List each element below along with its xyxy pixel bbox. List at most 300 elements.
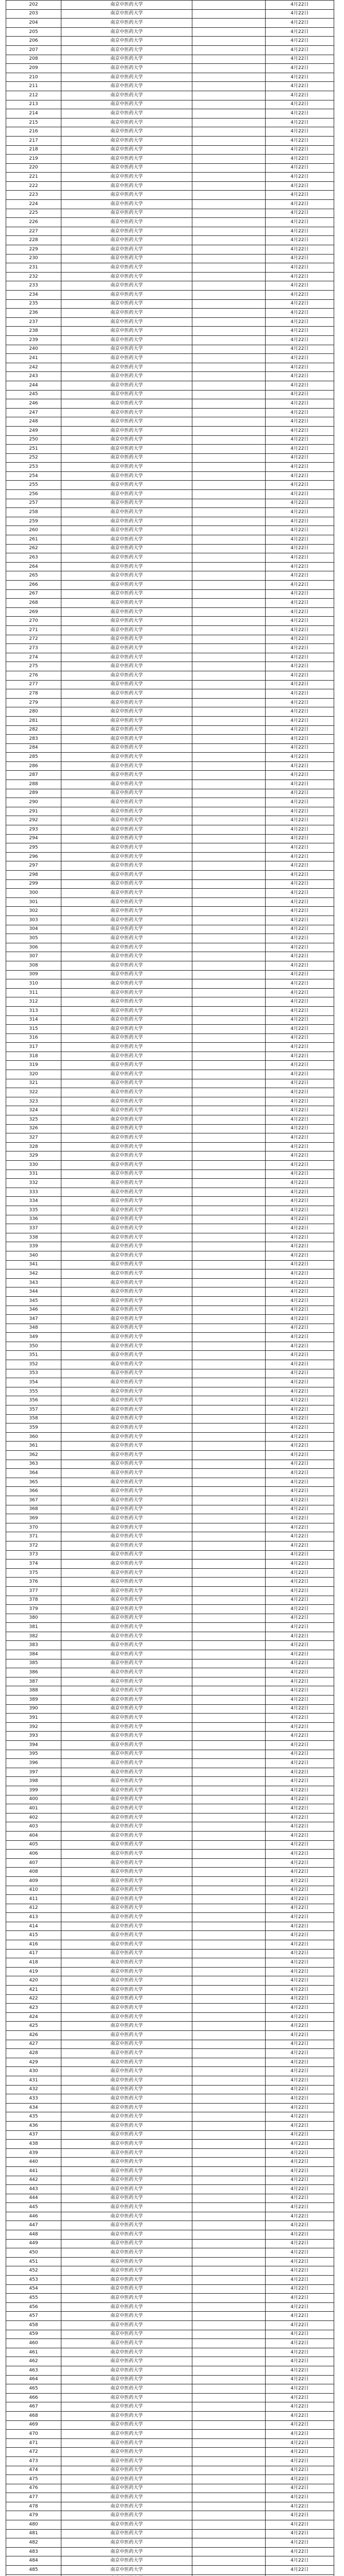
date-cell: 4月22日 [266,861,334,871]
table-row [6,2040,334,2049]
table-row [6,2086,334,2095]
unit-cell: 南京中医药大学 [61,1215,192,1225]
row-number-cell: 393 [6,1732,61,1741]
date-cell: 4月22日 [266,1714,334,1723]
unit-cell: 南京中医药大学 [61,2122,192,2131]
date-cell: 4月22日 [266,1070,334,1079]
row-number-cell: 254 [6,472,61,481]
date-cell: 4月22日 [266,653,334,663]
name-cell [192,2366,266,2376]
date-cell: 4月22日 [266,2013,334,2022]
table-row [6,707,334,717]
name-cell [192,255,266,264]
unit-cell: 南京中医药大学 [61,1269,192,1279]
table-row [6,1777,334,1786]
date-cell: 4月22日 [266,1623,334,1632]
unit-cell: 南京中医药大学 [61,1007,192,1016]
unit-cell: 南京中医药大学 [61,1287,192,1297]
name-cell [192,2104,266,2113]
unit-cell: 南京中医药大学 [61,2548,192,2557]
table-row [6,1,334,10]
date-cell: 4月22日 [266,436,334,445]
name-cell [192,943,266,953]
table-row [6,1723,334,1732]
date-cell: 4月22日 [266,2475,334,2484]
row-number-cell: 281 [6,717,61,726]
date-cell: 4月22日 [266,417,334,427]
unit-cell: 南京中医药大学 [61,164,192,173]
name-cell [192,2556,266,2566]
date-cell: 4月22日 [266,1686,334,1696]
table-row [6,952,334,961]
name-cell [192,1351,266,1360]
table-row [6,744,334,753]
table-row [6,989,334,998]
date-cell: 4月22日 [266,336,334,345]
date-cell: 4月22日 [266,1578,334,1587]
date-cell: 4月22日 [266,2376,334,2385]
unit-cell: 南京中医药大学 [61,1587,192,1596]
table-row [6,472,334,481]
name-cell [192,1342,266,1351]
name-cell [192,2493,266,2502]
date-cell: 4月22日 [266,563,334,572]
name-cell [192,563,266,572]
date-cell: 4月22日 [266,2366,334,2376]
unit-cell: 南京中医药大学 [61,19,192,28]
name-cell [192,2502,266,2512]
row-number-cell: 412 [6,1904,61,1913]
unit-cell: 南京中医药大学 [61,943,192,953]
name-cell [192,2457,266,2466]
row-number-cell: 421 [6,1986,61,1995]
unit-cell: 南京中医药大学 [61,409,192,418]
name-cell [192,934,266,943]
date-cell: 4月22日 [266,2076,334,2086]
name-cell [192,1551,266,1560]
name-cell [192,571,266,581]
row-number-cell: 458 [6,2321,61,2330]
unit-cell: 南京中医药大学 [61,1750,192,1759]
table-row [6,898,334,907]
table-row [6,1224,334,1233]
row-number-cell: 417 [6,1950,61,1959]
name-cell [192,1251,266,1261]
unit-cell: 南京中医药大学 [61,2112,192,2122]
row-number-cell: 438 [6,2140,61,2149]
unit-cell: 南京中医药大学 [61,662,192,671]
date-cell: 4月22日 [266,2384,334,2394]
table-row [6,825,334,835]
table-row [6,2511,334,2520]
table-row [6,2339,334,2348]
unit-cell: 南京中医药大学 [61,599,192,608]
row-number-cell: 390 [6,1705,61,1714]
name-cell [192,880,266,889]
date-cell: 4月22日 [266,807,334,817]
row-number-cell: 366 [6,1487,61,1496]
table-row [6,2448,334,2457]
row-number-cell: 264 [6,563,61,572]
unit-cell: 南京中医药大学 [61,617,192,626]
table-row [6,1686,334,1696]
table-row [6,64,334,73]
date-cell: 4月22日 [266,2421,334,2430]
date-cell: 4月22日 [266,100,334,110]
name-cell [192,2240,266,2249]
name-cell [192,1541,266,1551]
name-cell [192,789,266,799]
row-number-cell: 391 [6,1714,61,1723]
row-number-cell: 380 [6,1614,61,1623]
table-row [6,1251,334,1261]
name-cell [192,1433,266,1442]
name-cell [192,1868,266,1877]
table-row [6,1170,334,1179]
date-cell: 4月22日 [266,825,334,835]
unit-cell: 南京中医药大学 [61,2421,192,2430]
date-cell: 4月22日 [266,1822,334,1832]
date-cell: 4月22日 [266,173,334,182]
row-number-cell: 429 [6,2058,61,2067]
row-number-cell: 453 [6,2276,61,2285]
date-cell: 4月22日 [266,2176,334,2185]
date-cell: 4月22日 [266,1197,334,1206]
date-cell: 4月22日 [266,281,334,291]
row-number-cell: 402 [6,1814,61,1823]
date-cell: 4月22日 [266,1478,334,1487]
row-number-cell: 211 [6,82,61,91]
name-cell [192,164,266,173]
name-cell [192,100,266,110]
unit-cell: 南京中医药大学 [61,1279,192,1288]
unit-cell: 南京中医药大学 [61,2285,192,2294]
row-number-cell: 218 [6,146,61,155]
table-row [6,2502,334,2512]
date-cell: 4月22日 [266,1968,334,1977]
unit-cell: 南京中医药大学 [61,1387,192,1397]
row-number-cell: 396 [6,1759,61,1768]
row-number-cell: 204 [6,19,61,28]
name-cell [192,1133,266,1143]
table-row [6,735,334,744]
row-number-cell: 464 [6,2376,61,2385]
table-row [6,436,334,445]
name-cell [192,2112,266,2122]
row-number-cell: 424 [6,2013,61,2022]
row-number-cell: 334 [6,1197,61,1206]
table-row [6,1877,334,1886]
table-row [6,82,334,91]
unit-cell: 南京中医药大学 [61,64,192,73]
unit-cell: 南京中医药大学 [61,2212,192,2222]
row-number-cell: 271 [6,626,61,635]
row-number-cell: 481 [6,2530,61,2539]
name-cell [192,2285,266,2294]
row-number-cell: 389 [6,1696,61,1705]
unit-cell: 南京中医药大学 [61,1786,192,1795]
unit-cell: 南京中医药大学 [61,1188,192,1197]
row-number-cell: 448 [6,2230,61,2240]
row-number-cell: 268 [6,599,61,608]
date-cell: 4月22日 [266,889,334,898]
unit-cell: 南京中医药大学 [61,2412,192,2421]
row-number-cell: 260 [6,526,61,535]
row-number-cell: 467 [6,2402,61,2412]
date-cell: 4月22日 [266,1034,334,1043]
unit-cell: 南京中医药大学 [61,1659,192,1669]
date-cell: 4月22日 [266,19,334,28]
name-cell [192,1532,266,1541]
table-row [6,1795,334,1805]
unit-cell: 南京中医药大学 [61,182,192,191]
date-cell: 4月22日 [266,1705,334,1714]
row-number-cell: 326 [6,1125,61,1134]
table-row [6,2185,334,2194]
name-cell [192,2402,266,2412]
row-number-cell: 327 [6,1133,61,1143]
table-row [6,2067,334,2076]
date-cell: 4月22日 [266,218,334,227]
unit-cell: 南京中医药大学 [61,2330,192,2340]
row-number-cell: 293 [6,825,61,835]
table-row [6,517,334,527]
unit-cell: 南京中医药大学 [61,2194,192,2204]
name-cell [192,381,266,391]
unit-cell: 南京中医药大学 [61,1732,192,1741]
unit-cell: 南京中医药大学 [61,2566,192,2575]
date-cell: 4月22日 [266,979,334,989]
name-cell [192,2167,266,2176]
row-number-cell: 392 [6,1723,61,1732]
row-number-cell: 341 [6,1261,61,1270]
date-cell: 4月22日 [266,2511,334,2520]
name-cell [192,825,266,835]
name-cell [192,1287,266,1297]
row-number-cell: 398 [6,1777,61,1786]
unit-cell: 南京中医药大学 [61,1768,192,1777]
name-cell [192,1922,266,1931]
date-cell: 4月22日 [266,2122,334,2131]
table-row [6,263,334,273]
name-cell [192,1822,266,1832]
table-row [6,1641,334,1650]
name-cell [192,19,266,28]
unit-cell: 南京中医药大学 [61,391,192,400]
unit-cell: 南京中医药大学 [61,1143,192,1152]
date-cell: 4月22日 [266,1215,334,1225]
date-cell: 4月22日 [266,934,334,943]
date-cell: 4月22日 [266,2493,334,2502]
table-row [6,1750,334,1759]
row-number-cell: 210 [6,73,61,82]
table-row [6,10,334,19]
row-number-cell: 485 [6,2566,61,2575]
table-row [6,2439,334,2448]
table-row [6,2158,334,2167]
name-cell [192,1088,266,1097]
unit-cell: 南京中医药大学 [61,1958,192,1968]
date-cell: 4月22日 [266,571,334,581]
table-row [6,1659,334,1669]
row-number-cell: 269 [6,608,61,617]
row-number-cell: 420 [6,1976,61,1986]
name-cell [192,2484,266,2494]
name-cell [192,1405,266,1415]
date-cell: 4月22日 [266,191,334,200]
name-cell [192,1478,266,1487]
name-cell [192,1523,266,1533]
table-row [6,454,334,463]
date-cell: 4月22日 [266,1605,334,1614]
name-cell [192,309,266,318]
name-cell [192,744,266,753]
name-cell [192,1079,266,1089]
table-row [6,545,334,554]
row-number-cell: 446 [6,2212,61,2222]
unit-cell: 南京中医药大学 [61,91,192,100]
table-row [6,1859,334,1868]
date-cell: 4月22日 [266,1396,334,1405]
table-row [6,1605,334,1614]
date-cell: 4月22日 [266,1804,334,1814]
date-cell: 4月22日 [266,2348,334,2358]
unit-cell: 南京中医药大学 [61,925,192,935]
date-cell: 4月22日 [266,55,334,64]
unit-cell: 南京中医药大学 [61,2511,192,2520]
unit-cell: 南京中医药大学 [61,1868,192,1877]
table-row [6,1832,334,1841]
row-number-cell: 454 [6,2285,61,2294]
unit-cell: 南京中医药大学 [61,1034,192,1043]
date-cell: 4月22日 [266,73,334,82]
table-row [6,2240,334,2249]
unit-cell: 南京中医药大学 [61,2067,192,2076]
table-row [6,100,334,110]
date-cell: 4月22日 [266,236,334,245]
name-cell [192,1895,266,1904]
date-cell: 4月22日 [266,1560,334,1569]
table-row [6,1632,334,1641]
date-cell: 4月22日 [266,671,334,681]
date-cell: 4月22日 [266,1922,334,1931]
unit-cell: 南京中医药大学 [61,2140,192,2149]
unit-cell: 南京中医药大学 [61,427,192,436]
date-cell: 4月22日 [266,771,334,780]
unit-cell: 南京中医药大学 [61,1151,192,1161]
name-cell [192,2004,266,2013]
name-cell [192,28,266,37]
unit-cell: 南京中医药大学 [61,1696,192,1705]
table-row [6,1423,334,1433]
unit-cell: 南京中医药大学 [61,1623,192,1632]
unit-cell: 南京中医药大学 [61,780,192,789]
name-cell [192,191,266,200]
unit-cell: 南京中医药大学 [61,37,192,46]
name-cell [192,1170,266,1179]
date-cell: 4月22日 [266,2131,334,2140]
unit-cell: 南京中医药大学 [61,517,192,527]
row-number-cell: 235 [6,300,61,309]
name-cell [192,2086,266,2095]
name-cell [192,1578,266,1587]
unit-cell: 南京中医药大学 [61,1415,192,1424]
table-row [6,2330,334,2340]
name-cell [192,2538,266,2548]
table-row [6,1306,334,1315]
unit-cell: 南京中医药大学 [61,1904,192,1913]
table-row [6,1496,334,1505]
date-cell: 4月22日 [266,1387,334,1397]
name-cell [192,173,266,182]
unit-cell: 南京中医药大学 [61,200,192,209]
unit-cell: 南京中医药大学 [61,807,192,817]
unit-cell: 南京中医药大学 [61,236,192,245]
table-row [6,2058,334,2067]
unit-cell: 南京中医药大学 [61,1460,192,1469]
unit-cell: 南京中医药大学 [61,635,192,645]
table-row [6,1922,334,1931]
date-cell: 4月22日 [266,463,334,472]
unit-cell: 南京中医药大学 [61,843,192,853]
table-row [6,861,334,871]
table-row [6,37,334,46]
name-cell [192,1442,266,1451]
name-cell [192,1877,266,1886]
unit-cell: 南京中医药大学 [61,2031,192,2040]
unit-cell: 南京中医药大学 [61,1197,192,1206]
table-row [6,1188,334,1197]
table-row [6,182,334,191]
name-cell [192,1759,266,1768]
row-number-cell: 250 [6,436,61,445]
date-cell: 4月22日 [266,2031,334,2040]
unit-cell: 南京中医药大学 [61,1822,192,1832]
unit-cell: 南京中医药大学 [61,2203,192,2212]
table-row [6,1315,334,1324]
name-cell [192,707,266,717]
date-cell: 4月22日 [266,2058,334,2067]
date-cell: 4月22日 [266,2004,334,2013]
table-row [6,1741,334,1750]
row-number-cell: 273 [6,644,61,653]
date-cell: 4月22日 [266,2556,334,2566]
unit-cell: 南京中医药大学 [61,82,192,91]
name-cell [192,553,266,563]
row-number-cell: 462 [6,2357,61,2366]
unit-cell: 南京中医药大学 [61,263,192,273]
table-row [6,1569,334,1578]
table-row [6,1197,334,1206]
table-row [6,1297,334,1306]
unit-cell: 南京中医药大学 [61,46,192,55]
unit-cell: 南京中医药大学 [61,10,192,19]
row-number-cell: 373 [6,1551,61,1560]
date-cell: 4月22日 [266,2330,334,2340]
row-number-cell: 337 [6,1224,61,1233]
table-row [6,327,334,336]
table-row [6,762,334,771]
row-number-cell: 216 [6,127,61,137]
row-number-cell: 243 [6,372,61,381]
unit-cell: 南京中医药大学 [61,1614,192,1623]
name-cell [192,2022,266,2031]
name-cell [192,2194,266,2204]
unit-cell: 南京中医药大学 [61,626,192,635]
table-row [6,1913,334,1922]
table-row [6,2004,334,2013]
row-number-cell: 399 [6,1786,61,1795]
